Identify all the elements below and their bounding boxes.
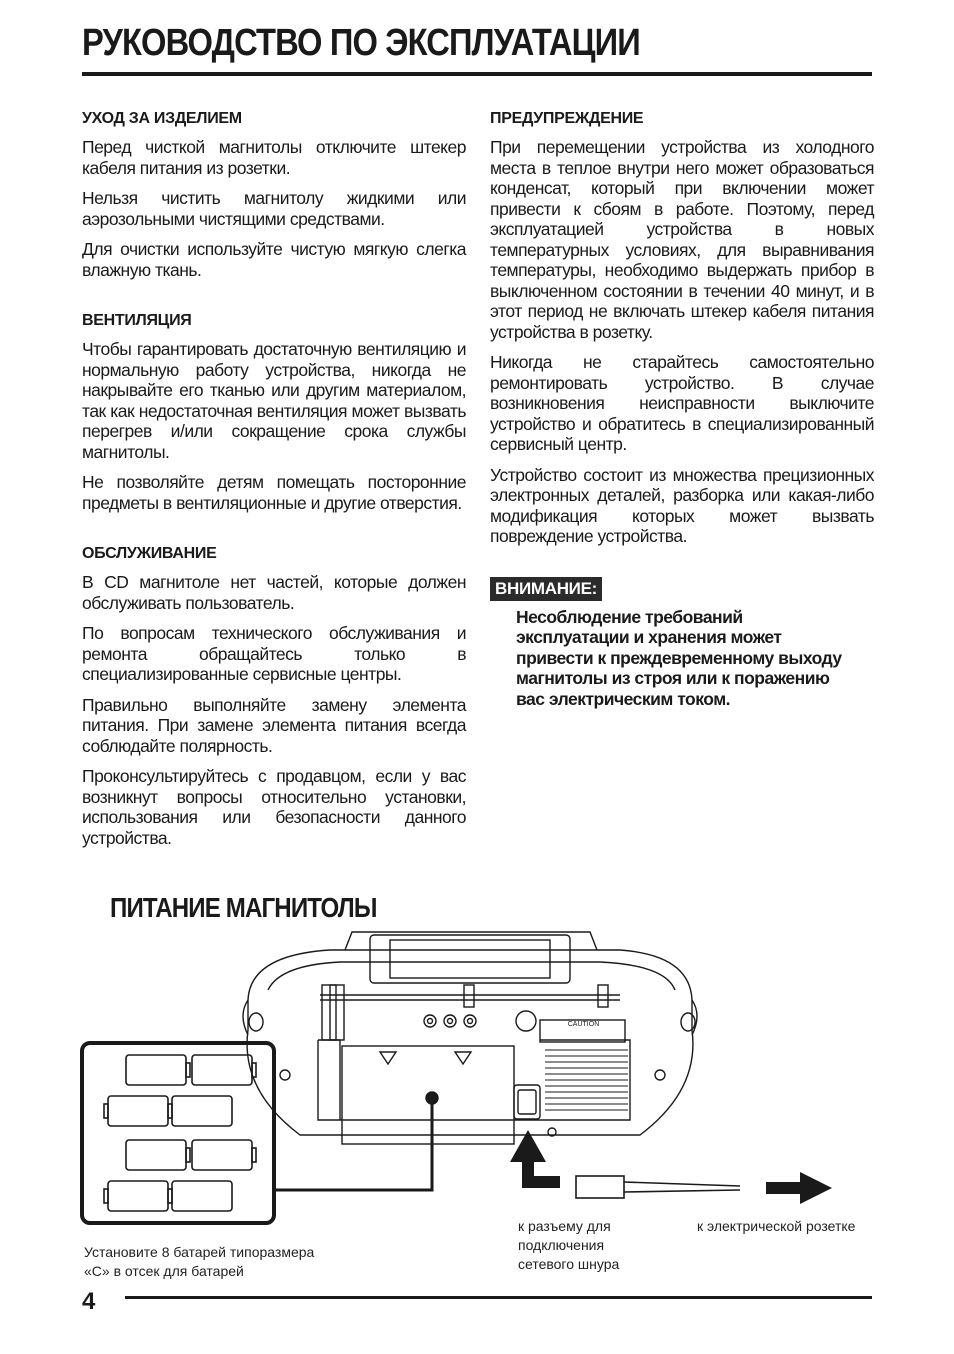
warning-section [490, 110, 874, 547]
warning-paragraph: При перемещении устройства из холодного места в теплое внутри него может образоваться конденсат, который при включении может привести к сбоям в работе. Поэтому, перед эксплуатацией устройства в новых температурных условиях, для выравнивания температуры, необходимо выдержать прибор в выключенном состоянии в течении 40 минут, и в этот период не включать штекер кабеля питания устройства в розетку. [490, 137, 874, 342]
battery-caption [84, 1243, 314, 1281]
battery-caption-line: «С» в отсек для батарей [84, 1263, 244, 1279]
service-section [82, 545, 466, 848]
footer-rule [125, 1296, 872, 1299]
ventilation-paragraph: Чтобы гарантировать достаточную вентиляцию и нормальную работу устройства, никогда не накрывайте его тканью или другим материалом, так как недостаточная вентиляция может вызвать перегрев и/или сокращение срока службы магнитолы. [82, 339, 466, 462]
service-paragraph: По вопросам технического обслуживания и ремонта обращайтесь только в специализированные сервисные центры. [82, 623, 466, 684]
battery-caption-line: Установите 8 батарей типоразмера [84, 1244, 315, 1260]
outlet-caption: к электрической розетке [697, 1218, 856, 1234]
connector-caption-line: сетевого шнура [518, 1256, 620, 1272]
title-rule [82, 72, 872, 76]
power-section-title: ПИТАНИЕ МАГНИТОЛЫ [110, 892, 377, 923]
service-paragraph: В CD магнитоле нет частей, которые должен обслуживать пользователь. [82, 572, 466, 613]
connector-caption-line: к разъему для [518, 1218, 611, 1234]
care-paragraph: Для очистки используйте чистую мягкую слегка влажную ткань. [82, 239, 466, 280]
care-heading: УХОД ЗА ИЗДЕЛИЕМ [82, 110, 242, 127]
ventilation-paragraph: Не позволяйте детям помещать посторонние предметы в вентиляционные и другие отверстия. [82, 472, 466, 513]
attention-badge: ВНИМАНИЕ: [490, 577, 602, 601]
care-section [82, 110, 466, 280]
radio-illustration [243, 932, 697, 1144]
right-column [490, 110, 874, 709]
warning-paragraph: Никогда не старайтесь самостоятельно ремонтировать устройство. В случае возникновения неисправности выключите устройство и обратитесь в специализированный сервисный центр. [490, 352, 874, 454]
warning-paragraph: Устройство состоит из множества прецизионных электронных деталей, разборка или какая-либо модификация которых может вызвать повреждение устройства. [490, 464, 874, 546]
care-paragraph: Перед чисткой магнитолы отключите штекер кабеля питания из розетки. [82, 137, 466, 178]
caution-label: CAUTION [567, 1021, 600, 1028]
page-title: РУКОВОДСТВО ПО ЭКСПЛУАТАЦИИ [82, 22, 640, 64]
service-paragraph: Проконсультируйтесь с продавцом, если у вас возникнут вопросы относительно установки, использования или безопасности данного устройства. [82, 766, 466, 848]
attention-block [490, 577, 874, 710]
care-paragraph: Нельзя чистить магнитолу жидкими или аэрозольными чистящими средствами. [82, 188, 466, 229]
service-paragraph: Правильно выполняйте замену элемента питания. При замене элемента питания всегда соблюдайте полярность. [82, 694, 466, 756]
left-column [82, 110, 466, 880]
connector-caption [518, 1217, 619, 1274]
warning-heading: ПРЕДУПРЕЖДЕНИЕ [490, 110, 644, 127]
ventilation-heading: ВЕНТИЛЯЦИЯ [82, 312, 192, 329]
power-diagram [0, 920, 954, 1240]
page-number: 4 [82, 1288, 96, 1315]
ventilation-section [82, 312, 466, 513]
attention-text: Несоблюдение требований эксплуатации и хранения может привести к преждевременному выходу магнитолы из строя или к поражению вас электрическим током. [516, 606, 842, 709]
battery-cells [104, 1055, 256, 1211]
service-heading: ОБСЛУЖИВАНИЕ [82, 545, 217, 562]
connector-caption-line: подключения [518, 1237, 605, 1253]
